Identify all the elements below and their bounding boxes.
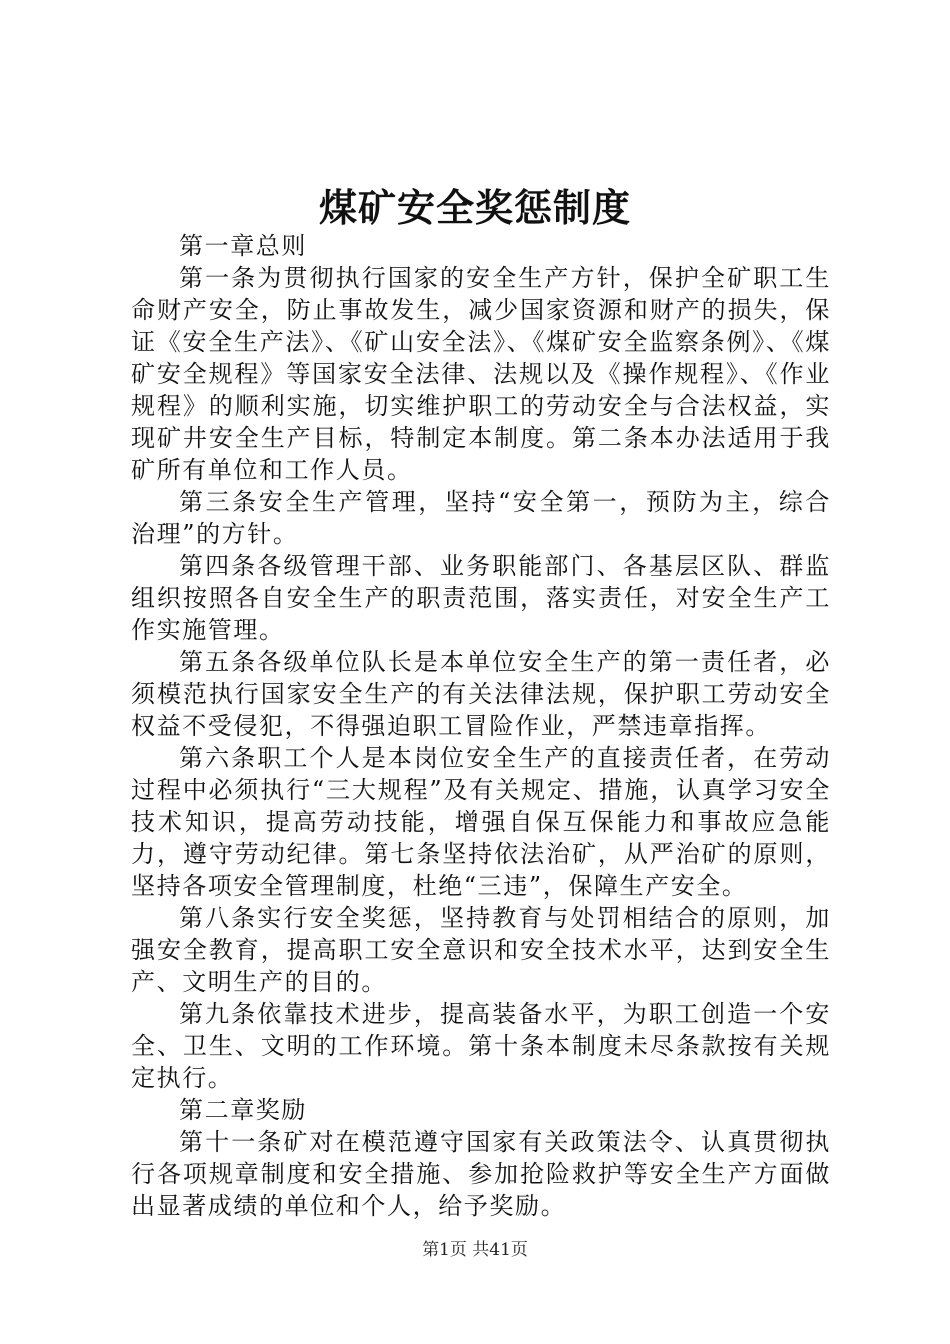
article-paragraph: 第一条为贯彻执行国家的安全生产方针，保护全矿职工生命财产安全，防止事故发生，减少国家资源和财产的损失，保证《安全生产法》、《矿山安全法》、《煤矿安全监察条例》、《煤矿安全规程》等国家安全法律、法规以及《操作规程》、《作业规程》的顺利实施，切实维护职工的劳动安全与合法权益，实现矿井安全生产目标，特制定本制度。第二条本办法适用于我矿所有单位和工作人员。 bbox=[131, 264, 831, 484]
chapter-heading-general: 第一章总则 bbox=[179, 232, 307, 260]
article-paragraph: 第九条依靠技术进步，提高装备水平，为职工创造一个安全、卫生、文明的工作环境。第十条本制度未尽条款按有关规定执行。 bbox=[131, 1000, 831, 1092]
page-number-footer: 第1页 共41页 bbox=[422, 1240, 528, 1260]
chapter-heading-rewards: 第二章奖励 bbox=[179, 1096, 307, 1124]
article-paragraph: 第六条职工个人是本岗位安全生产的直接责任者，在劳动过程中必须执行“三大规程”及有关规定、措施，认真学习安全技术知识，提高劳动技能，增强自保互保能力和事故应急能力，遵守劳动纪律。第七条坚持依法治矿，从严治矿的原则，坚持各项安全管理制度，杜绝“三违”，保障生产安全。 bbox=[131, 744, 831, 900]
article-paragraph: 第四条各级管理干部、业务职能部门、各基层区队、群监组织按照各自安全生产的职责范围，落实责任，对安全生产工作实施管理。 bbox=[131, 552, 831, 644]
document-body bbox=[131, 230, 831, 1222]
article-paragraph: 第八条实行安全奖惩，坚持教育与处罚相结合的原则，加强安全教育，提高职工安全意识和安全技术水平，达到安全生产、文明生产的目的。 bbox=[131, 904, 831, 996]
article-paragraph: 第十一条矿对在模范遵守国家有关政策法令、认真贯彻执行各项规章制度和安全措施、参加抢险救护等安全生产方面做出显著成绩的单位和个人，给予奖励。 bbox=[131, 1128, 831, 1220]
article-paragraph: 第五条各级单位队长是本单位安全生产的第一责任者，必须模范执行国家安全生产的有关法律法规，保护职工劳动安全权益不受侵犯，不得强迫职工冒险作业，严禁违章指挥。 bbox=[131, 648, 831, 740]
document-title: 煤矿安全奖惩制度 bbox=[318, 185, 631, 230]
article-paragraph: 第三条安全生产管理，坚持“安全第一，预防为主，综合治理”的方针。 bbox=[131, 488, 831, 548]
